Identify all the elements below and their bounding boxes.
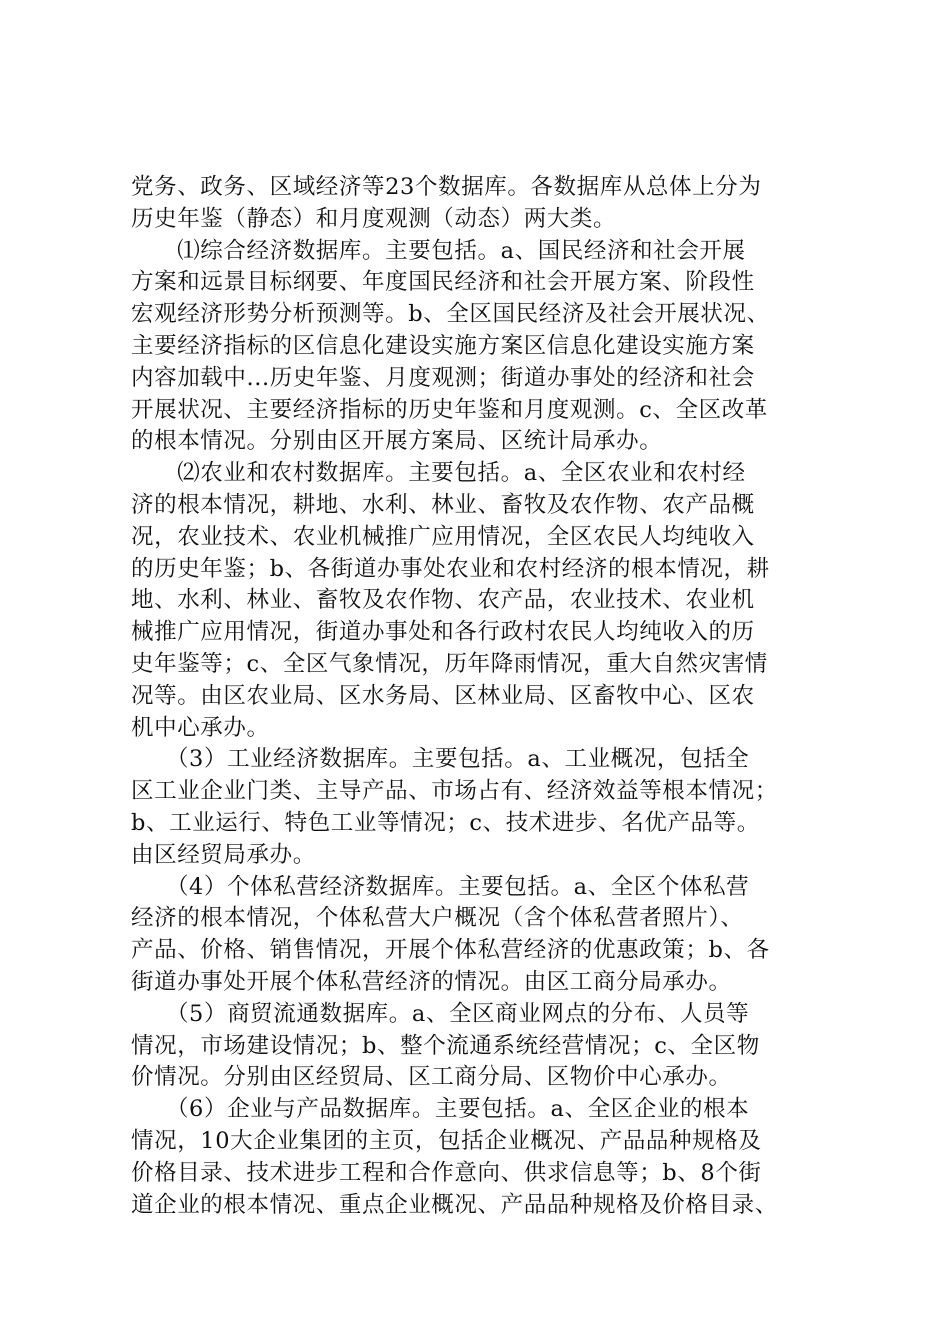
text-line: 史年鉴等；c、全区气象情况，历年降雨情况，重大自然灾害情 xyxy=(131,650,768,677)
text-line: 机中心承办。 xyxy=(131,714,270,741)
text-line: 况，农业技术、农业机械推广应用情况，全区农民人均纯收入 xyxy=(131,523,755,550)
document-body xyxy=(131,172,831,1221)
text-line: 由区经贸局承办。 xyxy=(131,841,316,868)
text-line: 情况，10大企业集团的主页，包括企业概况、产品品种规格及 xyxy=(131,1127,762,1154)
text-line: 历史年鉴（静态）和月度观测（动态）两大类。 xyxy=(131,205,617,232)
text-line: 济的根本情况，耕地、水利、林业、畜牧及农作物、农产品概 xyxy=(131,491,755,518)
text-line: 况等。由区农业局、区水务局、区林业局、区畜牧中心、区农 xyxy=(131,682,755,709)
text-line: 开展状况、主要经济指标的历史年鉴和月度观测。c、全区改革 xyxy=(131,396,768,423)
text-line: 的历史年鉴；b、各街道办事处农业和农村经济的根本情况，耕 xyxy=(131,555,770,582)
text-line: 道企业的根本情况、重点企业概况、产品品种规格及价格目录、 xyxy=(131,1191,778,1218)
text-line: 产品、价格、销售情况，开展个体私营经济的优惠政策；b、各 xyxy=(131,937,770,964)
text-line: （5）商贸流通数据库。a、全区商业网点的分布、人员等 xyxy=(131,1000,750,1027)
text-line: 宏观经济形势分析预测等。b、全区国民经济及社会开展状况、 xyxy=(131,301,770,328)
text-line: 方案和远景目标纲要、年度国民经济和社会开展方案、阶段性 xyxy=(131,269,755,296)
text-line: 情况，市场建设情况；b、整个流通系统经营情况；c、全区物 xyxy=(131,1032,760,1059)
text-line: （3）工业经济数据库。主要包括。a、工业概况，包括全 xyxy=(131,746,750,773)
text-line: 区工业企业门类、主导产品、市场占有、经济效益等根本情况； xyxy=(131,778,778,805)
text-line: （6）企业与产品数据库。主要包括。a、全区企业的根本 xyxy=(131,1096,750,1123)
text-line: ⑴综合经济数据库。主要包括。a、国民经济和社会开展 xyxy=(131,237,746,264)
text-line: 价情况。分别由区经贸局、区工商分局、区物价中心承办。 xyxy=(131,1064,732,1091)
text-line: 党务、政务、区域经济等23个数据库。各数据库从总体上分为 xyxy=(131,174,762,200)
text-line: ⑵农业和农村数据库。主要包括。a、全区农业和农村经 xyxy=(131,460,746,487)
text-line: （4）个体私营经济数据库。主要包括。a、全区个体私营 xyxy=(131,873,750,900)
text-line: 经济的根本情况，个体私营大户概况（含个体私营者照片）、 xyxy=(131,905,744,932)
text-line: 价格目录、技术进步工程和合作意向、供求信息等；b、8个街 xyxy=(131,1159,762,1186)
text-line: 街道办事处开展个体私营经济的情况。由区工商分局承办。 xyxy=(131,968,732,995)
text-line: b、工业运行、特色工业等情况；c、技术进步、名优产品等。 xyxy=(131,809,760,836)
text-line: 内容加载中...历史年鉴、月度观测；街道办事处的经济和社会 xyxy=(131,364,755,391)
text-line: 械推广应用情况，街道办事处和各行政村农民人均纯收入的历 xyxy=(131,619,755,646)
text-line: 主要经济指标的区信息化建设实施方案区信息化建设实施方案 xyxy=(131,332,755,359)
text-line: 地、水利、林业、畜牧及农作物、农产品，农业技术、农业机 xyxy=(131,587,755,614)
text-line: 的根本情况。分别由区开展方案局、区统计局承办。 xyxy=(131,428,663,455)
